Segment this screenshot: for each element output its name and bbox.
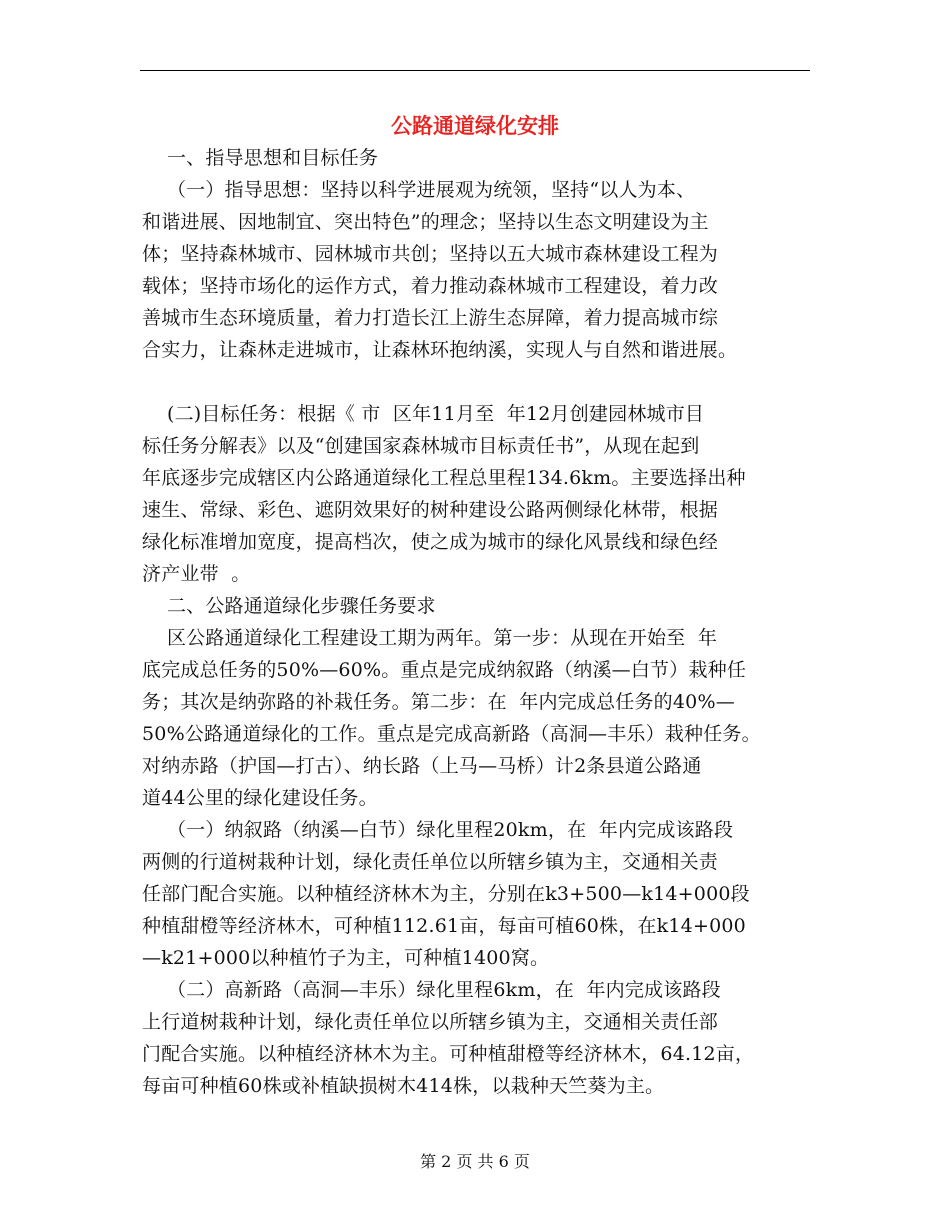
- paragraph-line: （一）纳叙路（纳溪—白节）绿化里程20km，在 年内完成该路段: [142, 819, 734, 841]
- paragraph-line: 年底逐步完成辖区内公路通道绿化工程总里程134.6km。主要选择出种: [142, 467, 746, 489]
- paragraph-line: 济产业带 。: [142, 563, 251, 585]
- paragraph-line: （一）指导思想：坚持以科学进展观为统领，坚持“以人为本、: [142, 179, 696, 201]
- paragraph-line: 对纳赤路（护国—打古）、纳长路（上马—马桥）计2条县道公路通: [142, 755, 702, 777]
- paragraph-line: 体；坚持森林城市、园林城市共创；坚持以五大城市森林建设工程为: [142, 243, 719, 265]
- paragraph-line: 和谐进展、因地制宜、突出特色”的理念；坚持以生态文明建设为主: [142, 211, 709, 233]
- section-heading: 一、指导思想和目标任务: [142, 147, 379, 169]
- paragraph-line: 底完成总任务的50%—60%。重点是完成纳叙路（纳溪—白节）栽种任: [142, 659, 747, 681]
- paragraph-line: 速生、常绿、彩色、遮阴效果好的树种建设公路两侧绿化林带，根据: [142, 499, 719, 521]
- paragraph-line: 任部门配合实施。以种植经济林木为主，分别在k3+500—k14+000段: [142, 883, 750, 905]
- page-number: 第 2 页 共 6 页: [420, 1152, 530, 1171]
- paragraph-line: 50%公路通道绿化的工作。重点是完成高新路（高洞—丰乐）栽种任务。: [142, 723, 761, 745]
- paragraph-line: 绿化标准增加宽度，提高档次，使之成为城市的绿化风景线和绿色经: [142, 531, 719, 553]
- paragraph-line: 上行道树栽种计划，绿化责任单位以所辖乡镇为主，交通相关责任部: [142, 1011, 719, 1033]
- paragraph-line: 载体；坚持市场化的运作方式，着力推动森林城市工程建设，着力改: [142, 275, 719, 297]
- paragraph-line: 门配合实施。以种植经济林木为主。可种植甜橙等经济林木，64.12亩，: [142, 1043, 755, 1065]
- paragraph-line: 每亩可种植60株或补植缺损树木414株，以栽种天竺葵为主。: [142, 1075, 665, 1097]
- header-rule: [140, 70, 810, 71]
- paragraph-line: 善城市生态环境质量，着力打造长江上游生态屏障，着力提高城市综: [142, 307, 719, 329]
- document-title: 公路通道绿化安排: [391, 114, 559, 138]
- paragraph-line: （二）高新路（高洞—丰乐）绿化里程6km，在 年内完成该路段: [142, 979, 721, 1001]
- section-heading: 二、公路通道绿化步骤任务要求: [142, 595, 436, 617]
- paragraph-line: 合实力，让森林走进城市，让森林环抱纳溪，实现人与自然和谐进展。: [142, 339, 738, 361]
- paragraph-line: 区公路通道绿化工程建设工期为两年。第一步：从现在开始至 年: [142, 627, 718, 649]
- paragraph-line: 标任务分解表》以及“创建国家森林城市目标责任书”，从现在起到: [142, 435, 700, 457]
- paragraph-line: —k21+000以种植竹子为主，可种植1400窝。: [142, 947, 550, 969]
- paragraph-line: 道44公里的绿化建设任务。: [142, 787, 378, 809]
- paragraph-line: 务；其次是纳弥路的补栽任务。第二步：在 年内完成总任务的40%—: [142, 691, 735, 713]
- paragraph-line: (二)目标任务：根据《 市 区年11月至 年12月创建园林城市目: [142, 403, 705, 425]
- paragraph-line: 种植甜橙等经济林木，可种植112.61亩，每亩可植60株，在k14+000: [142, 915, 746, 937]
- paragraph-line: 两侧的行道树栽种计划，绿化责任单位以所辖乡镇为主，交通相关责: [142, 851, 719, 873]
